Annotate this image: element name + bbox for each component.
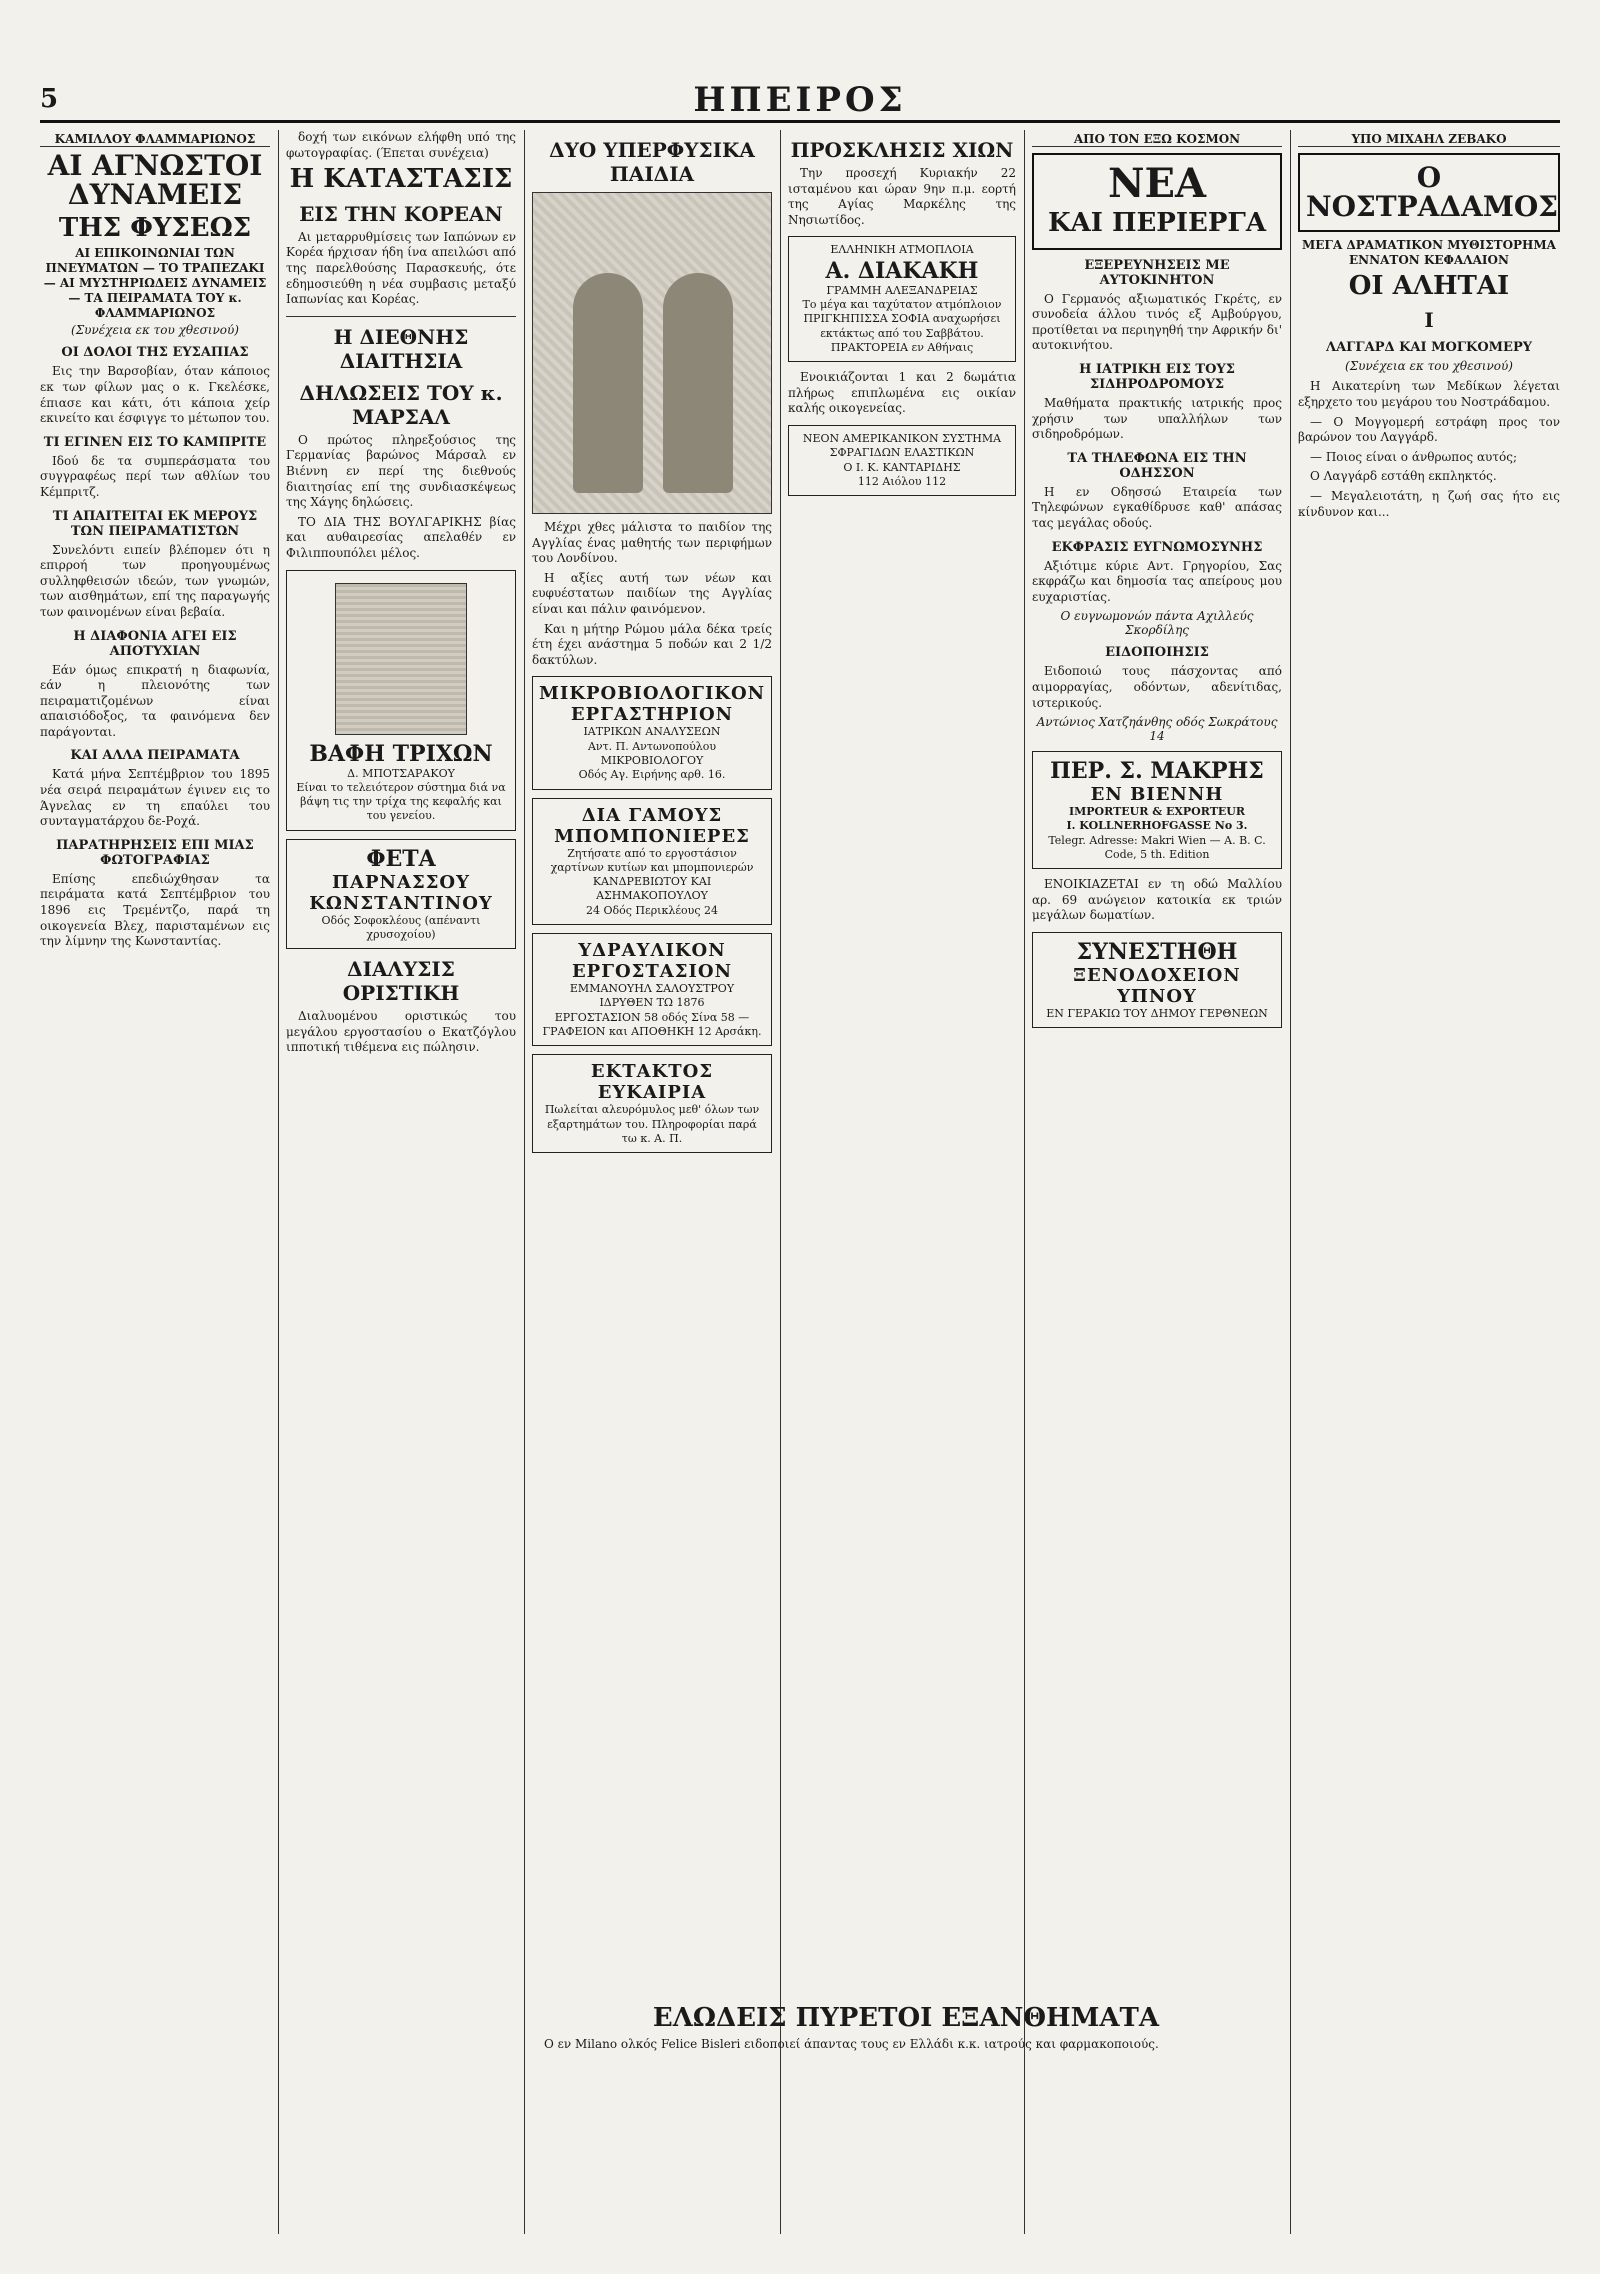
- paragraph: Η εν Οδησσώ Εταιρεία των Τηλεφώνων εγκαθίδρυσε καθ' απάσας τας μεγάλας οδούς.: [1032, 484, 1282, 530]
- advertisement-feta: [286, 839, 516, 950]
- section-title-2: ΚΑΙ ΠΕΡΙΕΡΓΑ: [1047, 208, 1267, 238]
- ad-year: ΙΔΡΥΘΕΝ ΤΩ 1876: [599, 996, 705, 1010]
- section-heading: ΠΡΟΣΚΛΗΣΙΣ ΧΙΩΝ: [790, 138, 1014, 162]
- photo-figure: [573, 273, 643, 493]
- advertisement-opportunity: [532, 1054, 772, 1153]
- divider: [286, 316, 516, 317]
- ad-title: ΦΕΤΑ: [366, 845, 436, 872]
- part-title: ΟΙ ΑΛΗΤΑΙ: [1348, 270, 1510, 301]
- paragraph: ΤΟ ΔΙΑ ΤΗΣ ΒΟΥΛΓΑΡΙΚΗΣ βίας και αυθαιρεσίας απελαθέν εν Φιλιππουπόλει μέλος.: [286, 514, 516, 560]
- ad-text: Το μέγα και ταχύτατον ατμόπλοιον ΠΡΙΓΚΗΠΙΣΣΑ ΣΟΦΙΑ αναχωρήσει εκτάκτως από του Σαββάτου.: [802, 297, 1002, 340]
- paragraph: Ο Γερμανός αξιωματικός Γκρέτς, εν συνοδεία άλλου τινός εξ Αμβούργου, προτίθεται να περιηγηθή την Αφρικήν δι' αυτοκινήτου.: [1032, 291, 1282, 353]
- section-heading: ΕΚΦΡΑΣΙΣ ΕΥΓΝΩΜΟΣΥΝΗΣ: [1051, 539, 1263, 555]
- paragraph: Ο πρώτος πληρεξούσιος της Γερμανίας βαρώνος Μάρσαλ εν Βιέννη εν περί της διεθνούς διαιτησίας επί της συνδιασκέψεως της Χάγης δηλώσεις.: [286, 432, 516, 510]
- section-kicker: ΑΠΟ ΤΟΝ ΕΞΩ ΚΟΣΜΟΝ: [1032, 132, 1282, 147]
- ad-title: ΕΚΤΑΚΤΟΣ ΕΥΚΑΙΡΙΑ: [590, 1061, 714, 1104]
- section-heading: Η ΚΑΤΑΣΤΑΣΙΣ: [289, 164, 513, 195]
- advertisement-portrait-image: [335, 583, 467, 735]
- ad-title: ΕΛΩΔΕΙΣ ΠΥΡΕΤΟΙ ΕΞΑΝΘΗΜΑΤΑ: [652, 2003, 1160, 2033]
- page-number: 5: [40, 84, 59, 114]
- paragraph: ΕΝΟΙΚΙΑΖΕΤΑΙ εν τη οδώ Μαλλίου αρ. 69 ανώγειον κατοικία εκ τριών μεγάλων δωματίων.: [1032, 877, 1282, 923]
- chapter-label: ΕΝΝΑΤΟΝ ΚΕΦΑΛΑΙΟΝ: [1349, 252, 1509, 267]
- ad-subtitle: ΞΕΝΟΔΟΧΕΙΟΝ ΥΠΝΟΥ: [1073, 965, 1241, 1008]
- photo-figure: [663, 273, 733, 493]
- ad-office: ΠΡΑΚΤΟΡΕΙΑ εν Αθήναις: [830, 340, 974, 354]
- ad-text: Ο εν Milano ολκός Felice Bisleri ειδοποιεί άπαντας τους εν Ελλάδι κ.κ. ιατρούς και φαρμακοποιούς.: [544, 2036, 1159, 2051]
- column-5: [1032, 130, 1282, 2234]
- advertisement-makris: [1032, 751, 1282, 869]
- advertisement-plumbing: [532, 933, 772, 1046]
- paragraph: Η Αικατερίνη των Μεδίκων λέγεται εξηρχετο του μεγάρου του Νοστράδαμου.: [1298, 379, 1560, 409]
- ad-telegraph: Telegr. Adresse: Makri Wien — A. B. C. Code, 5 th. Edition: [1048, 833, 1266, 861]
- advertisement-stamps: [788, 425, 1016, 496]
- ad-text: Πωλείται αλευρόμυλος μεθ' όλων των εξαρτημάτων του. Πληροφορίαι παρά τω κ. Α. Π.: [544, 1103, 760, 1145]
- ad-name: Ο Ι. Κ. ΚΑΝΤΑΡΙΔΗΣ: [843, 460, 961, 474]
- column-4: [788, 130, 1016, 2234]
- paragraph: Συνελόντι ειπείν βλέπομεν ότι η επιρροή των προηγουμένως συλληφθεισών ιδεών, των γνωμών, των αισθημάτων, επί της παραγωγής των φαινομένων είναι βεβαία.: [40, 542, 270, 619]
- paragraph: Ιδού δε τα συμπεράσματα του συγγραφέως περί των αθλίων του Κέμπριτζ.: [40, 453, 270, 499]
- ad-text: ΕΡΓΟΣΤΑΣΙΟΝ 58 οδός Σίνα 58 — ΓΡΑΦΕΙΟΝ και ΑΠΟΘΗΚΗ 12 Αρσάκη.: [542, 1010, 762, 1038]
- ad-kicker: ΕΛΛΗΝΙΚΗ ΑΤΜΟΠΛΟΙΑ: [830, 243, 974, 257]
- serial-title-box: [1298, 153, 1560, 232]
- paragraph: Η αξίες αυτή των νέων και ευφυέστατων παιδίων της Αγγλίας είναι και πάλιν φαινόμενον.: [532, 570, 772, 616]
- section-heading: ΕΙΔΟΠΟΙΗΣΙΣ: [1105, 645, 1209, 661]
- ad-text: Ζητήσατε από το εργοστάσιον χαρτίνων κυτίων και μπομπονιερών ΚΑΝΔΡΕΒΙΩΤΟΥ ΚΑΙ ΑΣΗΜΑΚΟΠΟΥΛΟΥ: [550, 846, 754, 903]
- column-rule: [278, 130, 279, 2234]
- ad-address: Οδός Αγ. Ειρήνης αρθ. 16.: [578, 768, 726, 782]
- ad-name: Αντ. Π. Αντωνοπούλου ΜΙΚΡΟΒΙΟΛΟΓΟΥ: [587, 739, 717, 767]
- section-heading: ΟΙ ΔΟΛΟΙ ΤΗΣ ΕΥΣΑΠΙΑΣ: [61, 345, 249, 361]
- serial-title: Ο ΝΟΣΤΡΑΔΑΜΟΣ: [1306, 161, 1559, 224]
- section-heading: ΔΥΟ ΥΠΕΡΦΥΣΙΚΑ ΠΑΙΔΙΑ: [549, 138, 755, 186]
- column-rule: [1290, 130, 1291, 2234]
- paragraph: Αι μεταρρυθμίσεις των Ιαπώνων εν Κορέα ήρχισαν ήδη ίνα απειλώσι από της παρελθούσης Παρασκευής, ότε εδημοσιεύθη η νέα συμβασις μεταξύ Ιαπωνίας και Κορέας.: [286, 229, 516, 307]
- photograph-two-children: [532, 192, 772, 514]
- continued-note: (Συνέχεια εκ του χθεσινού): [1345, 359, 1513, 374]
- advertisement-hotel: [1032, 932, 1282, 1028]
- ad-title: ΜΙΚΡΟΒΙΟΛΟΓΙΚΟΝ ΕΡΓΑΣΤΗΡΙΟΝ: [539, 683, 766, 726]
- ad-title: ΝΕΟΝ ΑΜΕΡΙΚΑΝΙΚΟΝ ΣΥΣΤΗΜΑ ΣΦΡΑΓΙΔΩΝ ΕΛΑΣΤΙΚΩΝ: [802, 431, 1002, 460]
- newspaper-title: ΗΠΕΙΡΟΣ: [693, 80, 907, 120]
- paragraph: Μαθήματα πρακτικής ιατρικής προς χρήσιν των υπαλλήλων των σιδηροδρόμων.: [1032, 395, 1282, 442]
- section-heading: ΠΑΡΑΤΗΡΗΣΕΙΣ ΕΠΙ ΜΙΑΣ ΦΩΤΟΓΡΑΦΙΑΣ: [56, 837, 254, 868]
- paragraph: δοχή των εικόνων ελήφθη υπό της φωτογραφίας. (Έπεται συνέχεια): [286, 130, 516, 160]
- ad-name: ΚΩΝΣΤΑΝΤΙΝΟΥ: [309, 892, 493, 914]
- ad-name: ΕΜΜΑΝΟΥΗΛ ΣΑΛΟΥΣΤΡΟΥ: [569, 982, 735, 996]
- paragraph: Και η μήτηρ Ρώμου μάλα δέκα τρείς έτη έχει ανάστημα 5 ποδών και 2 1/2 δακτύλων.: [532, 621, 772, 667]
- signature: Ο ευγνωμονών πάντα Αχιλλεύς Σκορδίλης: [1060, 609, 1254, 638]
- advertisement-laboratory: [532, 676, 772, 789]
- author-kicker: ΥΠΟ ΜΙΧΑΗΛ ΖΕΒΑΚΟ: [1298, 132, 1560, 147]
- advertisement-hair-dye: [286, 570, 516, 831]
- column-rule: [1024, 130, 1025, 2234]
- paragraph: — Ο Μογγομερή εστράφη προς τον βαρώνον του Λαγγάρδ.: [1298, 414, 1560, 445]
- column-rule: [780, 130, 781, 2234]
- paragraph: Διαλυομένου οριστικώς του μεγάλου εργοστασίου ο Εκατζόγλου ιπποτική τιθέμενα εις πώλησιν.: [286, 1009, 516, 1055]
- section-heading: ΤΑ ΤΗΛΕΦΩΝΑ ΕΙΣ ΤΗΝ ΟΔΗΣΣΟΝ: [1067, 450, 1247, 481]
- ad-text: Είναι το τελειότερον σύστημα διά να βάψη τις την τρίχα της κεφαλής και του γενείου.: [296, 780, 506, 823]
- section-heading: ΔΙΑΛΥΣΙΣ ΟΡΙΣΤΙΚΗ: [342, 957, 460, 1006]
- section-heading: ΕΙΣ ΤΗΝ ΚΟΡΕΑΝ: [299, 201, 503, 226]
- ad-title: ΥΔΡΑΥΛΙΚΟΝ ΕΡΓΟΣΤΑΣΙΟΝ: [571, 940, 733, 983]
- paragraph: Επίσης επεδιώχθησαν τα πειράματα κατά Σεπτέμβριον του 1896 εις Τρεμέντζο, παρά τη οικογενεία Βλεχ, παρισταμένων εις την λίμνην της Κωνσταντίας.: [40, 871, 270, 949]
- section-heading: ΕΞΕΡΕΥΝΗΣΕΙΣ ΜΕ ΑΥΤΟΚΙΝΗΤΟΝ: [1084, 257, 1230, 288]
- article-title: ΑΙ ΑΓΝΩΣΤΟΙ ΔΥΝΑΜΕΙΣ: [47, 149, 263, 212]
- ad-address: Οδός Σοφοκλέους (απέναντι χρυσοχοίου): [321, 913, 481, 941]
- article-subtitle: ΑΙ ΕΠΙΚΟΙΝΩΝΙΑΙ ΤΩΝ ΠΝΕΥΜΑΤΩΝ — ΤΟ ΤΡΑΠΕΖΑΚΙ — ΑΙ ΜΥΣΤΗΡΙΩΔΕΙΣ ΔΥΝΑΜΕΙΣ — ΤΑ ΠΕΙΡΑΜΑΤΑ ΤΟΥ κ. ΦΛΑΜΜΑΡΙΩΝΟΣ: [43, 246, 267, 321]
- ad-text: ΕΝ ΓΕΡΑΚΙΩ ΤΟΥ ΔΗΜΟΥ ΓΕΡΘΝΕΩΝ: [1046, 1007, 1268, 1021]
- serial-subtitle: ΜΕΓΑ ΔΡΑΜΑΤΙΚΟΝ ΜΥΘΙΣΤΟΡΗΜΑ: [1302, 237, 1556, 252]
- masthead: [40, 80, 1560, 123]
- ad-subtitle: ΜΠΟΜΠΟΝΙΕΡΕΣ: [554, 825, 750, 847]
- paragraph: Ο Λαγγάρδ εστάθη εκπληκτός.: [1310, 469, 1497, 484]
- ad-title: ΣΥΝΕΣΤΗΘΗ: [1076, 939, 1238, 966]
- ad-subtitle: ΓΡΑΜΜΗ ΑΛΕΞΑΝΔΡΕΙΑΣ: [826, 283, 978, 297]
- chapter-numeral: Ι: [1424, 308, 1434, 333]
- ad-title: ΒΑΦΗ ΤΡΙΧΩΝ: [309, 740, 493, 767]
- column-2: [286, 130, 516, 2234]
- section-heading: Η ΔΙΕΘΝΗΣ ΔΙΑΙΤΗΣΙΑ: [333, 324, 469, 373]
- ad-subtitle: ΠΑΡΝΑΣΣΟΥ: [332, 871, 470, 893]
- column-1: [40, 130, 270, 2234]
- column-3: [532, 130, 772, 2234]
- column-rule: [524, 130, 525, 2234]
- article-title-2: ΤΗΣ ΦΥΣΕΩΣ: [58, 212, 252, 243]
- paragraph: Μέχρι χθες μάλιστα το παιδίον της Αγγλίας ένας μαθητής των περιφήμων του Λονδίνου.: [532, 520, 772, 566]
- paragraph: — Μεγαλειοτάτη, η ζωή σας ήτο εις κίνδυνον και...: [1298, 488, 1560, 519]
- ad-title: ΠΕΡ. Σ. ΜΑΚΡΗΣ: [1050, 758, 1264, 785]
- continued-note: (Συνέχεια εκ του χθεσινού): [71, 323, 239, 338]
- bottom-advertisement: [532, 2000, 1280, 2056]
- paragraph: Την προσεχή Κυριακήν 22 ισταμένου και ώραν 9ην π.μ. εορτή της Αγίας Μαρκέλης της Νησιωτίδος.: [788, 166, 1016, 227]
- author-kicker: ΚΑΜΙΛΛΟΥ ΦΛΑΜΜΑΡΙΩΝΟΣ: [40, 132, 270, 147]
- ad-address: 24 Οδός Περικλέους 24: [586, 903, 718, 917]
- section-heading: ΤΙ ΑΠΑΙΤΕΙΤΑΙ ΕΚ ΜΕΡΟΥΣ ΤΩΝ ΠΕΙΡΑΜΑΤΙΣΤΩΝ: [52, 508, 258, 539]
- advertisement-weddings: [532, 798, 772, 925]
- news-title-box: [1032, 153, 1282, 250]
- section-title: ΝΕΑ: [1107, 160, 1207, 207]
- paragraph: — Ποιος είναι ο άνθρωπος αυτός;: [1310, 449, 1517, 464]
- ad-subtitle: ΕΝ ΒΙΕΝΝΗ: [1090, 784, 1224, 806]
- section-heading: ΛΑΓΓΑΡΔ ΚΑΙ ΜΟΓΚΟΜΕΡΥ: [1325, 340, 1533, 356]
- section-heading: Η ΙΑΤΡΙΚΗ ΕΙΣ ΤΟΥΣ ΣΙΔΗΡΟΔΡΟΜΟΥΣ: [1079, 361, 1235, 392]
- section-heading: Η ΔΙΑΦΟΝΙΑ ΑΓΕΙ ΕΙΣ ΑΠΟΤΥΧΙΑΝ: [73, 628, 237, 659]
- paragraph: Ενοικιάζονται 1 και 2 δωμάτια πλήρως επιπλωμένα εις οικίαν καλής οικογενείας.: [788, 370, 1016, 416]
- paragraph: Ειδοποιώ τους πάσχοντας από αιμορραγίας, οδόντων, αδενίτιδας, ιστερικούς.: [1032, 664, 1282, 710]
- paragraph: Εάν όμως επικρατή η διαφωνία, εάν η πλειονότης των πειραματιζομένων είναι απαισιόδοξος, τα φαινόμενα δεν παράγονται.: [40, 662, 270, 739]
- ad-address: 112 Αιόλου 112: [857, 474, 947, 488]
- column-6: [1298, 130, 1560, 2234]
- ad-subtitle: ΙΑΤΡΙΚΩΝ ΑΝΑΛΥΣΕΩΝ: [583, 725, 721, 739]
- section-heading: ΤΙ ΕΓΙΝΕΝ ΕΙΣ ΤΟ ΚΑΜΠΡΙΤΕ: [43, 434, 267, 450]
- signature: Αντώνιος Χατζηάνθης οδός Σωκράτους 14: [1036, 715, 1278, 744]
- section-heading: ΔΗΛΩΣΕΙΣ ΤΟΥ κ. ΜΑΡΣΑΛ: [299, 380, 503, 429]
- ad-address: I. KOLLNERHOFGASSE No 3.: [1066, 819, 1248, 833]
- paragraph: Αξιότιμε κύριε Αντ. Γρηγορίου, Σας εκφράζω και δημοσία τας απείρους μου ευχαριστίας.: [1032, 558, 1282, 604]
- section-heading: ΚΑΙ ΑΛΛΑ ΠΕΙΡΑΜΑΤΑ: [70, 748, 240, 764]
- paragraph: Εις την Βαρσοβίαν, όταν κάποιος εκ των φίλων μας ο κ. Γκελέσκε, έπιασε και κάτι, ότι κάποια χείρ εκινείτο και έσφιγγε το μέτωπον του.: [40, 364, 270, 426]
- advertisement-shipping: [788, 236, 1016, 362]
- ad-role: IMPORTEUR & EXPORTEUR: [1068, 805, 1246, 819]
- paragraph: Κατά μήνα Σεπτέμβριον του 1895 νέα σειρά πειραμάτων έγινεν εις το Άγνελας εν τη επαύλει του συνταγματάρχου δε-Ροχά.: [40, 767, 270, 829]
- ad-title: ΔΙΑ ΓΑΜΟΥΣ: [581, 804, 723, 826]
- ad-name: Δ. ΜΠΟΤΣΑΡΑΚΟΥ: [347, 766, 455, 780]
- ad-name: Α. ΔΙΑΚΑΚΗ: [825, 257, 979, 284]
